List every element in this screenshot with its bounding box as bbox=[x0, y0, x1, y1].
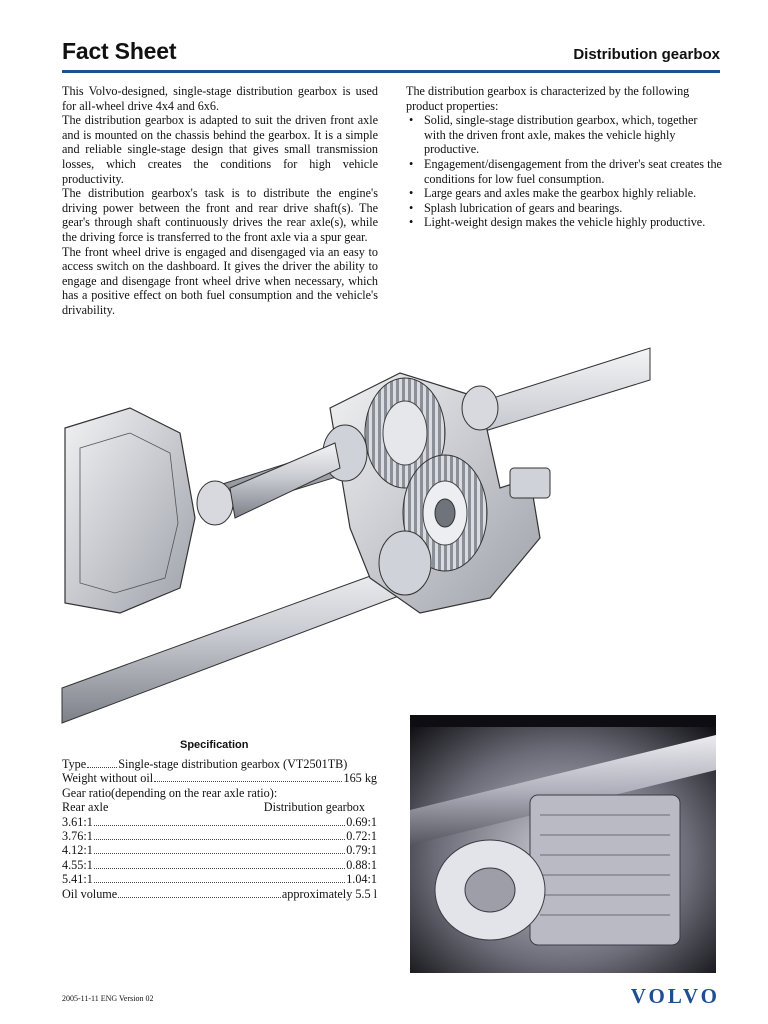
col-header-rear: Rear axle bbox=[62, 800, 109, 815]
dot-leader bbox=[94, 825, 345, 826]
spec-value: 165 kg bbox=[343, 771, 377, 786]
left-column bbox=[62, 84, 378, 318]
paragraph: The distribution gearbox is adapted to suit the driven front axle and is mounted on the chassis behind the gearbox. It is a simple and reliable single-stage design that gives small transmission losses, which creates the conditions for high vehicle productivity. bbox=[62, 113, 378, 186]
paragraph: The distribution gearbox's task is to distribute the engine's driving power between the front and rear drive shaft(s). The gear's through shaft continuously drives the rear axle(s), while the driving force is transferred to the front axle via a spur gear. bbox=[62, 186, 378, 244]
ratio-dist: 0.69:1 bbox=[346, 814, 377, 829]
spec-label: Gear ratio(depending on the rear axle ratio): bbox=[62, 785, 278, 800]
properties-intro: The distribution gearbox is characterized by the following product properties: bbox=[406, 84, 690, 113]
volvo-logo: VOLVO bbox=[630, 984, 720, 1008]
spec-value: approximately 5.5 l bbox=[281, 886, 377, 901]
dot-leader bbox=[94, 853, 345, 854]
ratio-column-headers bbox=[62, 800, 377, 814]
specification-table bbox=[62, 757, 377, 901]
ratio-row bbox=[62, 858, 377, 872]
installation-photo bbox=[410, 715, 716, 973]
page-title: Fact Sheet bbox=[62, 38, 177, 64]
spec-label: Weight without oil bbox=[62, 771, 154, 786]
ratio-row bbox=[62, 815, 377, 829]
ratio-dist: 1.04:1 bbox=[346, 872, 377, 887]
properties-list bbox=[406, 113, 722, 230]
ratio-row bbox=[62, 872, 377, 886]
list-item: • Engagement/disengagement from the driver's seat creates the conditions for low fuel consumption. bbox=[406, 157, 722, 186]
ratio-rear: 3.76:1 bbox=[62, 829, 93, 844]
spec-row-oil bbox=[62, 887, 377, 901]
list-item: • Solid, single-stage distribution gearbox, which, together with the driven front axle, makes the vehicle highly productive. bbox=[406, 113, 722, 157]
spec-row-type bbox=[62, 757, 377, 771]
list-item: • Light-weight design makes the vehicle highly productive. bbox=[406, 215, 722, 230]
paragraph: The front wheel drive is engaged and disengaged via an easy to access switch on the dashboard. It gives the driver the ability to engage and disengage front wheel drive when necessary, which has a positive effect on both fuel consumption and the vehicle's drivability. bbox=[62, 244, 378, 317]
dot-leader bbox=[94, 882, 345, 883]
ratio-row bbox=[62, 843, 377, 857]
spec-value: Single-stage distribution gearbox (VT2501TB) bbox=[118, 757, 348, 771]
ratio-rear: 5.41:1 bbox=[62, 872, 93, 887]
page-subtitle: Distribution gearbox bbox=[573, 46, 720, 63]
list-item: • Large gears and axles make the gearbox highly reliable. bbox=[406, 186, 722, 201]
ratio-rear: 4.12:1 bbox=[62, 843, 93, 858]
dot-leader bbox=[118, 897, 281, 898]
right-column bbox=[406, 84, 722, 230]
ratio-rear: 3.61:1 bbox=[62, 814, 93, 829]
ratio-row bbox=[62, 829, 377, 843]
version-footer: 2005-11-11 ENG Version 02 bbox=[62, 994, 154, 1003]
ratio-dist: 0.79:1 bbox=[346, 843, 377, 858]
ratio-rear: 4.55:1 bbox=[62, 857, 93, 872]
spec-label: Type bbox=[62, 757, 87, 771]
list-item: • Splash lubrication of gears and bearings. bbox=[406, 201, 722, 216]
gearbox-illustration bbox=[60, 338, 720, 728]
paragraph: This Volvo-designed, single-stage distribution gearbox is used for all-wheel drive 4x4 and 6x6. bbox=[62, 84, 378, 113]
dot-leader bbox=[94, 839, 345, 840]
spec-row-gear-ratio bbox=[62, 786, 377, 800]
spec-row-weight bbox=[62, 771, 377, 785]
dot-leader bbox=[87, 767, 117, 768]
dot-leader bbox=[94, 868, 345, 869]
header-rule bbox=[62, 70, 720, 73]
ratio-dist: 0.72:1 bbox=[346, 829, 377, 844]
spec-label: Oil volume bbox=[62, 886, 118, 901]
dot-leader bbox=[154, 781, 342, 782]
col-header-dist: Distribution gearbox bbox=[263, 800, 365, 815]
specification-heading: Specification bbox=[180, 739, 249, 751]
ratio-dist: 0.88:1 bbox=[346, 857, 377, 872]
